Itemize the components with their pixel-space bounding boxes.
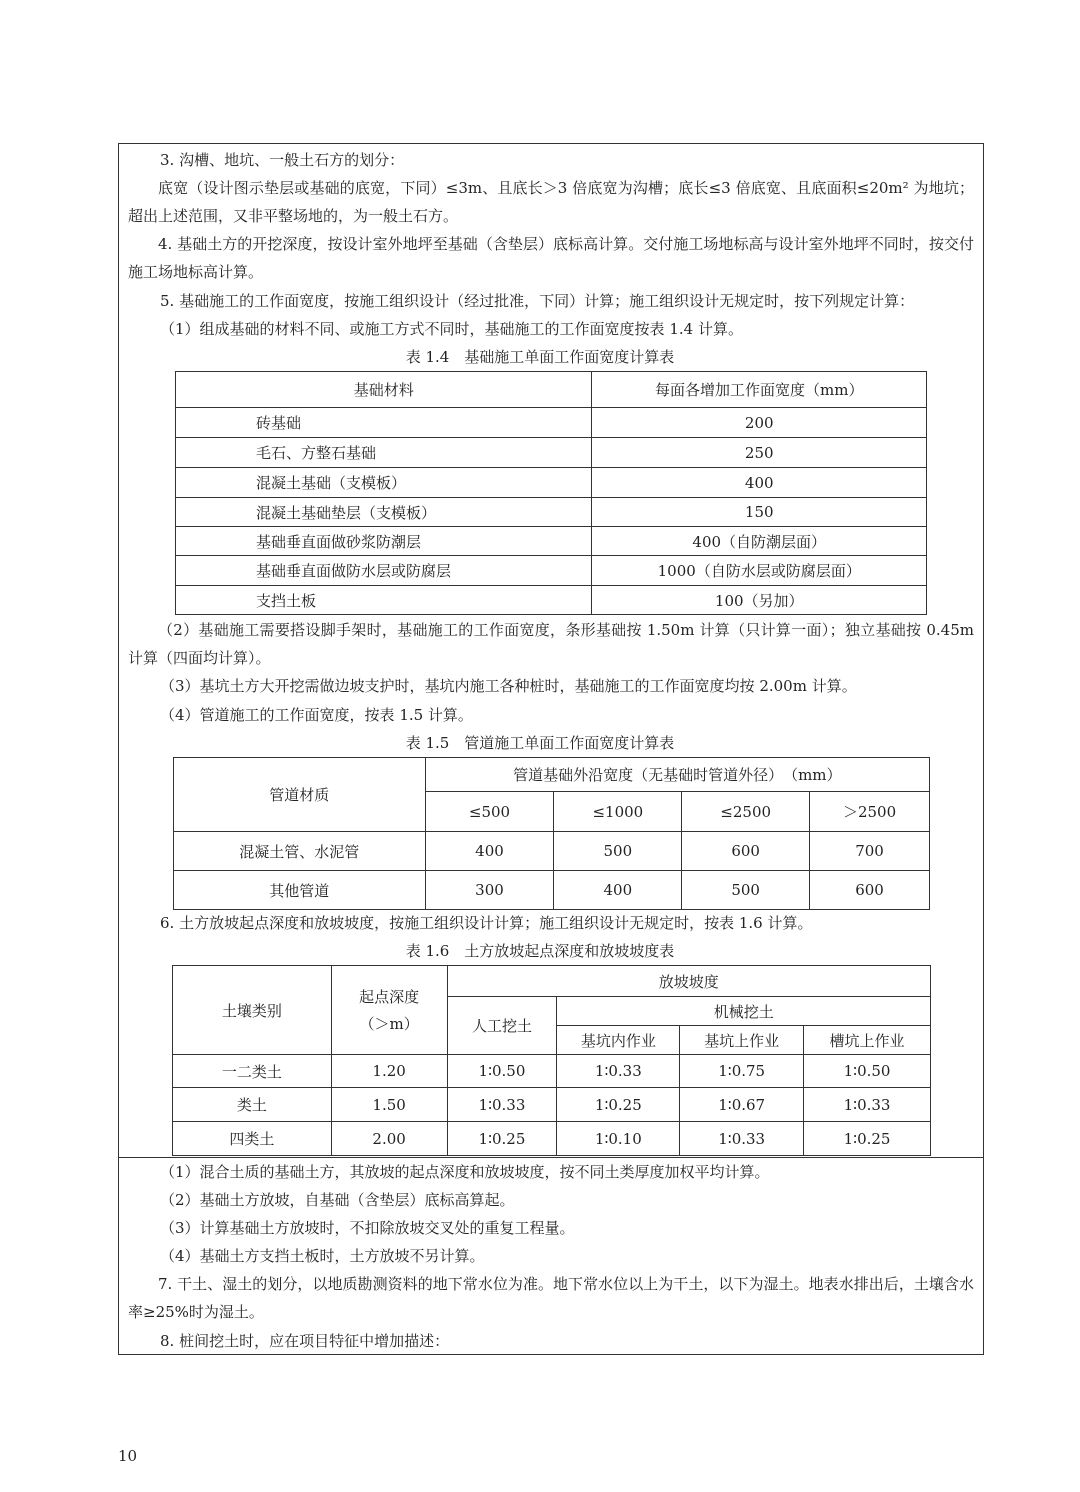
table16-cell: 1∶0.50 bbox=[804, 1055, 931, 1088]
table15-subheader: ≤500 bbox=[425, 792, 554, 832]
table14-cell: 150 bbox=[592, 498, 927, 527]
table16-header-manual: 人工挖土 bbox=[447, 997, 557, 1055]
table14-cell: 1000（自防水层或防腐层面） bbox=[592, 556, 927, 586]
table16-cell: 1.50 bbox=[331, 1088, 447, 1122]
table16-header-soil: 土壤类别 bbox=[173, 966, 332, 1055]
table14-cell: 400（自防潮层面） bbox=[592, 527, 927, 556]
table16-cell: 1∶0.33 bbox=[557, 1055, 680, 1088]
table14-header-width: 每面各增加工作面宽度（mm） bbox=[592, 372, 927, 408]
table15-cell: 700 bbox=[810, 832, 930, 871]
table14-cell: 毛石、方整石基础 bbox=[176, 438, 592, 468]
section5-item4: （4）管道施工的工作面宽度，按表 1.5 计算。 bbox=[160, 706, 473, 724]
table14-cell: 混凝土基础（支模板） bbox=[176, 468, 592, 498]
table-1-6 bbox=[172, 965, 931, 1156]
table14-cell: 混凝土基础垫层（支模板） bbox=[176, 498, 592, 527]
section5-item2: （2）基础施工需要搭设脚手架时，基础施工的工作面宽度，条形基础按 1.50m 计算（只计算一面）；独立基础按 0.45m 计算（四面均计算）。 bbox=[128, 621, 974, 667]
note-1: （1）混合土质的基础土方，其放坡的起点深度和放坡坡度，按不同土类厚度加权平均计算。 bbox=[160, 1163, 770, 1181]
table15-cell: 混凝土管、水泥管 bbox=[174, 832, 426, 871]
table14-caption: 表 1.4 基础施工单面工作面宽度计算表 bbox=[405, 348, 675, 366]
table16-cell: 1∶0.33 bbox=[447, 1088, 557, 1122]
table16-cell: 1∶0.33 bbox=[680, 1122, 804, 1156]
table15-caption: 表 1.5 管道施工单面工作面宽度计算表 bbox=[405, 734, 675, 752]
table14-header-material: 基础材料 bbox=[176, 372, 592, 408]
table16-cell: 一二类土 bbox=[173, 1055, 332, 1088]
table16-subheader: 槽坑上作业 bbox=[804, 1026, 931, 1055]
table16-header-slope: 放坡坡度 bbox=[447, 966, 930, 997]
table15-header-material: 管道材质 bbox=[174, 758, 426, 832]
table16-cell: 1∶0.10 bbox=[557, 1122, 680, 1156]
table16-caption: 表 1.6 土方放坡起点深度和放坡坡度表 bbox=[405, 942, 675, 960]
table15-cell: 500 bbox=[682, 871, 810, 910]
table14-cell: 200 bbox=[592, 408, 927, 438]
page-number: 10 bbox=[118, 1447, 138, 1465]
table14-cell: 基础垂直面做砂浆防潮层 bbox=[176, 527, 592, 556]
table15-cell: 600 bbox=[810, 871, 930, 910]
section5-heading: 5. 基础施工的工作面宽度，按施工组织设计（经过批准，下同）计算；施工组织设计无规定时，按下列规定计算： bbox=[160, 292, 915, 310]
table16-header-depth bbox=[331, 966, 447, 1055]
table16-cell: 1∶0.67 bbox=[680, 1088, 804, 1122]
table15-subheader: ≤1000 bbox=[554, 792, 682, 832]
table16-subheader: 基坑上作业 bbox=[680, 1026, 804, 1055]
table-1-4 bbox=[175, 371, 927, 615]
table14-cell: 砖基础 bbox=[176, 408, 592, 438]
table15-cell: 500 bbox=[554, 832, 682, 871]
table15-cell: 600 bbox=[682, 832, 810, 871]
note-4: （4）基础土方支挡土板时，土方放坡不另计算。 bbox=[160, 1247, 485, 1265]
table15-header-group: 管道基础外沿宽度（无基础时管道外径） （mm） bbox=[425, 758, 929, 792]
section3-heading: 3. 沟槽、地坑、一般土石方的划分： bbox=[160, 151, 405, 169]
section6-text: 6. 土方放坡起点深度和放坡坡度，按施工组织设计计算；施工组织设计无规定时，按表 1.6 计算。 bbox=[160, 914, 813, 932]
note-3: （3）计算基础土方放坡时，不扣除放坡交叉处的重复工程量。 bbox=[160, 1219, 575, 1237]
table16-subheader: 基坑内作业 bbox=[557, 1026, 680, 1055]
section8-text: 8. 桩间挖土时，应在项目特征中增加描述： bbox=[160, 1332, 450, 1350]
section4-text: 4. 基础土方的开挖深度，按设计室外地坪至基础（含垫层）底标高计算。交付施工场地标高与设计室外地坪不同时，按交付施工场地标高计算。 bbox=[128, 235, 974, 281]
table16-cell: 类土 bbox=[173, 1088, 332, 1122]
section5-item3: （3）基坑土方大开挖需做边坡支护时，基坑内施工各种桩时，基础施工的工作面宽度均按 2.00m 计算。 bbox=[160, 677, 857, 695]
table16-cell: 1∶0.33 bbox=[804, 1088, 931, 1122]
section5-item1: （1）组成基础的材料不同、或施工方式不同时，基础施工的工作面宽度按表 1.4 计算。 bbox=[160, 320, 743, 338]
table14-cell: 250 bbox=[592, 438, 927, 468]
table14-cell: 400 bbox=[592, 468, 927, 498]
table14-cell: 支挡土板 bbox=[176, 586, 592, 615]
section7-text: 7. 干土、湿土的划分，以地质勘测资料的地下常水位为准。地下常水位以上为干土，以下为湿土。地表水排出后，土壤含水率≥25%时为湿土。 bbox=[128, 1275, 974, 1321]
table15-cell: 300 bbox=[425, 871, 554, 910]
table16-cell: 1∶0.25 bbox=[557, 1088, 680, 1122]
table15-subheader: ＞2500 bbox=[810, 792, 930, 832]
table14-cell: 基础垂直面做防水层或防腐层 bbox=[176, 556, 592, 586]
table16-header-machine: 机械挖土 bbox=[557, 997, 931, 1026]
table15-cell: 其他管道 bbox=[174, 871, 426, 910]
section3-body: 底宽（设计图示垫层或基础的底宽，下同）≤3m、且底长＞3 倍底宽为沟槽；底长≤3 倍底宽、且底面积≤20m² 为地坑；超出上述范围，又非平整场地的，为一般土石方。 bbox=[128, 179, 974, 225]
table16-cell: 1.20 bbox=[331, 1055, 447, 1088]
table16-cell: 2.00 bbox=[331, 1122, 447, 1156]
table16-cell: 1∶0.25 bbox=[447, 1122, 557, 1156]
table16-cell: 1∶0.50 bbox=[447, 1055, 557, 1088]
note-2: （2）基础土方放坡，自基础（含垫层）底标高算起。 bbox=[160, 1191, 515, 1209]
table16-cell: 1∶0.25 bbox=[804, 1122, 931, 1156]
table15-cell: 400 bbox=[425, 832, 554, 871]
table15-subheader: ≤2500 bbox=[682, 792, 810, 832]
table16-depth-line1: 起点深度 bbox=[359, 988, 420, 1006]
table16-cell: 四类土 bbox=[173, 1122, 332, 1156]
table16-cell: 1∶0.75 bbox=[680, 1055, 804, 1088]
table14-cell: 100（另加） bbox=[592, 586, 927, 615]
table-1-5 bbox=[173, 757, 930, 910]
table15-cell: 400 bbox=[554, 871, 682, 910]
frame-divider bbox=[118, 1157, 984, 1158]
table16-depth-line2: （＞m） bbox=[359, 1015, 419, 1033]
